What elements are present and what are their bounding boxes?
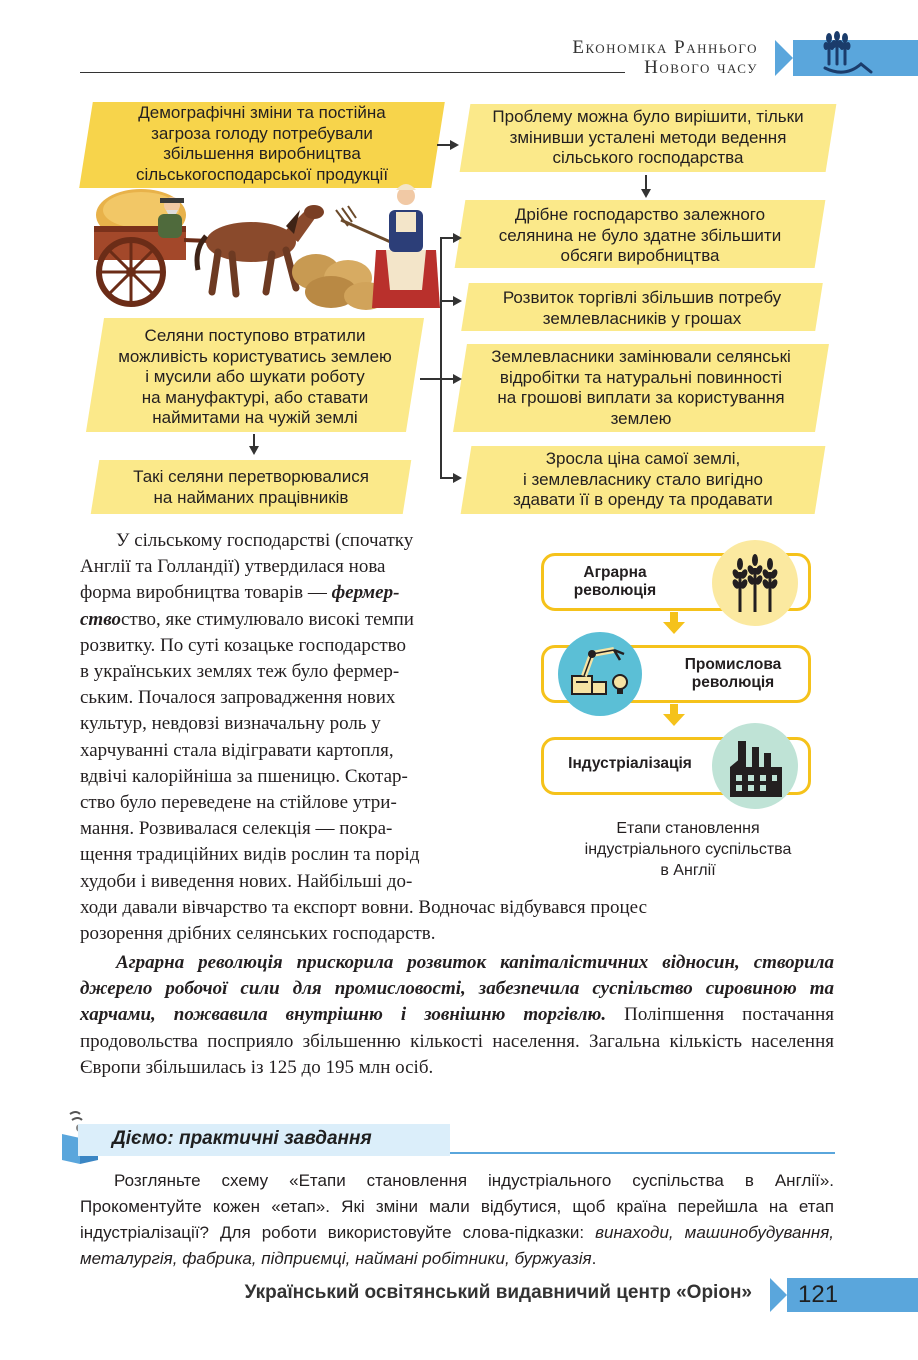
stage-agrarian-label [555,564,675,600]
text-line: Зросла ціна самої землі, [545,449,741,468]
text-line [80,607,510,633]
paragraph-agrarian-revolution [80,950,834,1081]
text-line: Промислова [684,656,782,673]
text-line: Англії та Голландії) утвердилася нова [80,556,386,578]
text-line: харчуванні стала відігравати картопля, [80,739,394,761]
text-line: У сільському господарстві (спочатку [116,530,414,551]
scheme-box-solution [460,107,836,169]
paragraph-farming-narrow [80,528,510,895]
arrow-right [453,473,462,483]
text-line: і землевласнику стало вигідно [523,469,763,489]
arrow-line [440,237,454,239]
publisher-name: Український освітянський видавничий центр «Оріон» [244,1282,752,1303]
footer-band [770,1278,918,1312]
text-line [80,580,510,606]
text-line: Етапи становлення [616,820,760,837]
scheme-box-peasants-lost [90,326,420,429]
text-line: землевласників у грошах [542,308,742,328]
arrow-right [453,296,462,306]
stage-industrialization-label: Індустріалізація [568,755,692,772]
stage-arrow-down [663,714,685,726]
text-line: в Англії [660,862,716,879]
text-line: змінивши усталені методи ведення [509,127,787,147]
connector-vertical [440,237,442,479]
practice-rule [450,1152,835,1154]
text-line: Розвиток торгівлі збільшив потребу [502,288,782,307]
text-line: щення традиційних видів рослин та порід [80,844,420,866]
text-span: . [591,1249,597,1268]
text-line: сільського господарства [552,148,744,167]
scheme-box-land-price [462,449,824,511]
practice-title: Діємо: практичні завдання [112,1128,372,1149]
text-line: індустріального суспільства [584,841,792,858]
robot-arm-icon [558,632,642,716]
header-title-line2: Нового часу [644,57,758,78]
text-line: здавати її в оренду та продавати [513,490,773,509]
text-line: Демографічні зміни та постійна [138,103,386,122]
factory-icon [712,723,798,809]
wheat-sickle-icon [815,28,875,78]
text-line: Проблему можна було вирішити, тільки [492,107,804,126]
header-chevron [775,40,793,76]
text-line: відробітки та натуральні повинності [499,367,783,387]
emphasis-conclusion: Аграрна революція прискорила розвиток капіталістичних відносин, створила джерело робочої сили для промисловості, забезпечила суспільство сировиною та харчами, пожвавила внутрішню і зовнішню торгівлю. [80,952,834,1026]
stage-arrow-down [663,622,685,634]
arrow-line [440,378,454,380]
page-number: 121 [798,1281,839,1308]
practice-task-text [80,1168,834,1272]
text-line: ходи давали вівчарство та експорт вовни. Водночас відбувався процес [80,897,648,918]
text-line: революція [573,582,657,599]
text-line: можливість користуватись землею [118,346,392,366]
wheat-icon [712,540,798,626]
text-line: мання. Розвивалася селекція — покра- [80,818,393,840]
arrow-down [249,446,259,455]
text-line: на мануфактурі, або ставати [141,387,369,407]
text-line: Такі селяни перетворювалися [133,467,369,486]
text-line: культур, невдовзі визначальну роль у [80,713,381,735]
text-line: на найманих працівників [153,487,349,507]
text-line: худоби і виведення нових. Найбільші до- [80,870,413,892]
text-line: селянина не було здатне збільшити [498,225,782,245]
text-span: Поліпшення постачання продовольства посприяло збільшенню кількості населення. Загальна кількість населення Європи збільшилась із 125 до 195 млн осіб. [80,1004,834,1078]
text-line: на грошові виплати за користування [497,388,785,407]
text-line: збільшення виробництва [163,144,361,163]
text-line: сільськогосподарської продукції [135,164,389,184]
footer-chevron [770,1278,787,1312]
arrow-line [440,300,454,302]
text-line: вдвічі калорійніша за пшеницю. Скотар- [80,765,408,787]
scheme-box-trade [460,288,824,329]
arrow-line-left [420,378,440,380]
paragraph-farming-wide [80,895,834,947]
hint-words: винаходи, машинобудування, металургія, фабрика, підприємці, наймані робітники, буржуазія [80,1223,835,1268]
text-span: форма виробництва товарів — [80,582,332,604]
scheme-box-landowners [456,347,826,429]
header-rule [80,72,625,73]
text-line: землею [610,408,672,428]
text-span: ство, яке стимулювало високі темпи [120,608,414,630]
arrow-right [453,233,462,243]
term-farmer-2: ство [80,608,121,630]
text-line: ським. Почалося запровадження нових [80,687,396,709]
stages-caption [548,818,828,881]
text-line: в українських землях теж було фермер- [80,661,400,683]
header-title-line1: Економіка Раннього [572,37,758,58]
text-span: Розгляньте схему «Етапи становлення індустріального суспільства в Англії». Прокоментуйте кожен «етап». Які зміни мали відбутися, щоб країна перейшла на етап індустріалізації? Для роботи використовуйте слова-підказки: [80,1171,834,1242]
arrow-line [437,144,451,146]
text-line: і мусили або шукати роботу [145,367,365,386]
text-line: загроза голоду потребували [151,123,373,143]
text-line: наймитами на чужій землі [152,408,358,427]
text-line: обсяги виробництва [560,246,720,265]
text-line: розвитку. По суті козацьке господарство [80,634,406,656]
scheme-box-small-farm [456,205,824,267]
arrow-right [453,374,462,384]
arrow-down [641,189,651,198]
farm-cart-illustration [86,180,446,315]
text-line: Дрібне господарство залежного [514,205,766,224]
text-line: розорення дрібних селянських господарств. [80,923,436,945]
scheme-box-demographic [86,103,438,185]
text-line: революція [691,674,775,691]
scheme-box-hired [90,467,412,508]
text-line: ство було переведене на стійлове утри- [80,792,397,814]
text-line: Селяни поступово втратили [144,326,366,345]
stage-industrial-label [668,656,798,692]
arrow-right [450,140,459,150]
arrow-line [440,477,454,479]
text-line: Землевласники замінювали селянські [491,347,791,366]
text-line: Аграрна [583,564,647,581]
term-farmer-1: фермер- [331,582,400,604]
